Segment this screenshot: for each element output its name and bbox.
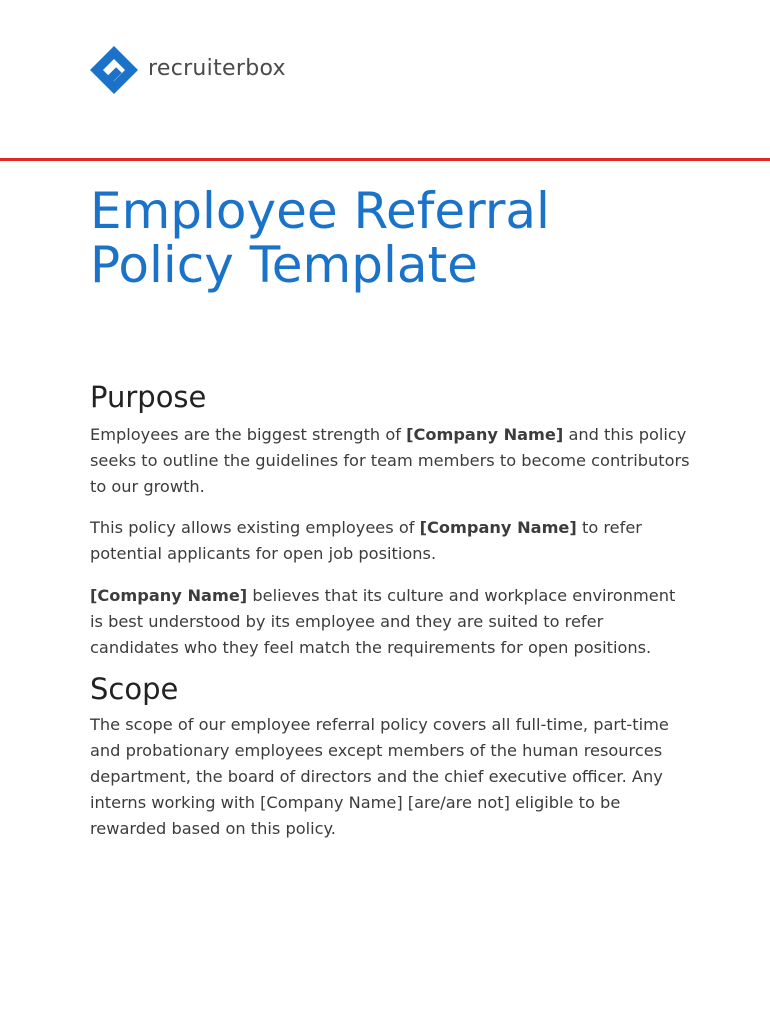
purpose-section [90, 376, 690, 661]
brand-logo [88, 44, 286, 96]
scope-paragraph-1: The scope of our employee referral policy covers all full-time, part-time and probationary employees except members of the human resources department, the board of directors and the chief executive officer. Any interns working with [Company Name] [are/are not] eligible to be rewarded based on this policy. [90, 715, 669, 838]
purpose-p2-text-after: to refer potential applicants for open job positions. [90, 518, 642, 563]
company-name-placeholder: [Company Name] [90, 586, 248, 605]
purpose-p3-text-after: believes that its culture and workplace environment is best understood by its employee and they are suited to refer candidates who they feel match the requirements for open positions. [90, 586, 676, 657]
purpose-p1-text-before: Employees are the biggest strength of [90, 425, 407, 444]
company-name-placeholder: [Company Name] [419, 518, 577, 537]
document-body [90, 376, 690, 842]
header-divider [0, 158, 770, 161]
company-name-placeholder: [Company Name] [406, 425, 564, 444]
document-title-line-2: Policy Template [90, 236, 478, 294]
document-title [90, 184, 750, 292]
purpose-paragraph-1 [90, 422, 690, 500]
scope-heading: Scope [90, 672, 179, 706]
recruiterbox-logo-icon [88, 44, 140, 96]
brand-name: recruiterbox [148, 56, 286, 81]
scope-section [90, 668, 690, 842]
purpose-paragraph-2 [90, 515, 690, 567]
purpose-p1-text-after: and this policy seeks to outline the guidelines for team members to become contributors to our growth. [90, 425, 690, 496]
purpose-p2-text-before: This policy allows existing employees of [90, 518, 420, 537]
purpose-heading: Purpose [90, 380, 207, 414]
document-title-line-1: Employee Referral [90, 182, 550, 240]
purpose-paragraph-3 [90, 583, 690, 661]
